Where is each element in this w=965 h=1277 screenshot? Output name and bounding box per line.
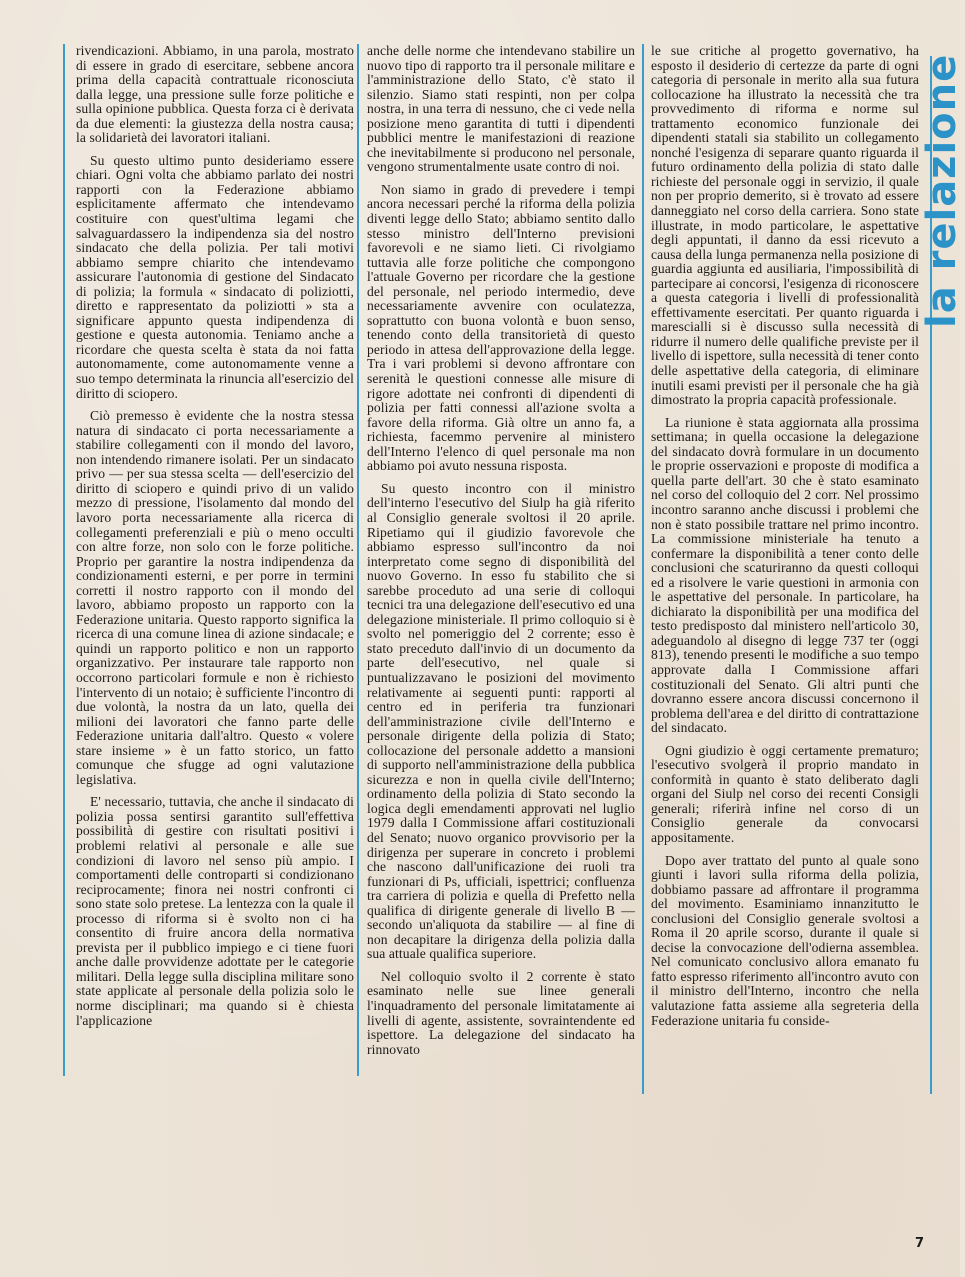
column-rule-left — [63, 44, 65, 1076]
paragraph: La riunione è stata aggiornata alla prossima settimana; in quella occasione la delegazione del sindacato dovrà formulare in un documento le proprie osservazioni e proposte di modifica a quella parte dell'art. 30 che è stato esaminato nel corso del colloquio del 2 corr. Nel prossimo incontro saranno anche discussi i problemi che non è stato possibile trattare nel primo incontro. La commissione ministeriale ha tenuto a confermare la disponibilità a tener conto delle conclusioni che scaturiranno da questi colloqui ed a risolvere le varie questioni in armonia con le aspettative del personale. In particolare, ha dichiarato la disponibilità per una modifica del testo predisposto dal ministero nell'articolo 30, adeguandolo al disegno di legge 737 ter (oggi 813), tenendo presenti le modifiche a suo tempo approvate dalla I Commissione affari costituzionali del Senato. Gli altri punti che dovranno essere ancora discussi concernono il problema dell'area e del diritto di contrattazione del sindacato. — [651, 414, 919, 736]
page-number: 7 — [915, 1236, 925, 1251]
paragraph: le sue critiche al progetto governativo, ha esposto il desiderio di certezze da parte di ogni categoria di personale in merito alla sua futura collocazione ha illustrato la necessità che tra provvedimento di riforma e norme sul trattamento economico funzionale dei dipendenti statali sia stabilito un collegamento nonché l'esigenza di separare quanto riguarda il futuro ordinamento della polizia di stato dalle richieste del personale oggi in servizio, il quale non per proprio demerito, si è trovato ad essere danneggiato nel corso della carriera. Sono state illustrate, in modo particolare, le aspettative degli appuntati, il danno da essi ricevuto a causa della lunga permanenza nella posizione di guardia aggiunta ed ausiliaria, l'impossibilità di partecipare ai concorsi, l'esigenza di riconoscere a questa categoria i livelli di professionalità effettivamente esercitati. Per quanto riguarda i marescialli si è discusso sulla necessità di ridurre il numero delle qualifiche previste per il livello di ispettore, sulla necessità di tener conto delle aspettative della categoria, di eliminare inutili esami previsti per il personale che ha già dimostrato la propria capacità professionale. — [651, 43, 919, 408]
text-column-1 — [76, 44, 354, 1036]
column-rule-1-2 — [357, 44, 359, 1076]
text-column-3 — [651, 44, 919, 1036]
paragraph: Ciò premesso è evidente che la nostra stessa natura di sindacato ci porta necessariamente a stabilire collegamenti con il mondo del lavoro, non intendendo rimanere isolati. Per un sindacato privo — per sua stessa scelta — dell'esercizio del diritto di sciopero e quindi privo di un valido mezzo di pressione, l'isolamento dal mondo del lavoro porta necessariamente alla ricerca di collegamenti preferenziali e più o meno occulti con altre forze, non solo con le forze politiche. Proprio per garantire la nostra indipendenza da condizionamenti esterni, e per porre in termini corretti il nostro rapporto con il mondo del lavoro, abbiamo proposto un rapporto con la Federazione unitaria. Questo rapporto significa la ricerca di una comune linea di azione sindacale; e quindi un rapporto politico e non un rapporto organizzativo. Per instaurare tale rapporto non occorrono particolari formule e non è richiesto l'intervento di un notaio; è sufficiente l'incontro di due volontà, la nostra da un lato, quella dei milioni dei lavoratori che fanno parte delle Federazione unitaria dall'altro. Questo « volere stare insieme » è un fatto storico, un fatto comunque che sfugge ad ogni valutazione legislativa. — [76, 408, 354, 787]
paragraph: Nel colloquio svolto il 2 corrente è stato esaminato nelle sue linee generali l'inquadramento del personale limitatamente ai livelli di agente, assistente, sovraintendente ed ispettore. La delegazione del sindacato ha rinnovato — [367, 968, 635, 1057]
paragraph: E' necessario, tuttavia, che anche il sindacato di polizia possa sentirsi garantito sull'effettiva possibilità di gestire con risultati positivi i problemi relativi al personale e alle sue condizioni di lavoro nel senso più ampio. I comportamenti delle controparti si condizionano reciprocamente; finora nei nostri confronti ci sono state solo pretese. La lentezza con la quale il processo di riforma si è svolto non ci ha consentito di fruire ancora della normativa prevista per il pubblico impiego e ci tiene fuori anche dalle provvidenze adottate per le categorie militari. Della legge sulla disciplina militare sono state applicate al personale della polizia solo le norme disciplinari; ma quando si è chiesta l'applicazione — [76, 794, 354, 1028]
section-title-vertical: la relazione — [919, 53, 965, 328]
column-rule-2-3 — [642, 44, 644, 1094]
paragraph: Su questo incontro con il ministro dell'interno l'esecutivo del Siulp ha già riferito al Consiglio generale svoltosi il 20 aprile. Ripetiamo qui il giudizio favorevole che abbiamo espresso sull'incontro da noi interpretato come segno di disponibilità del nuovo Governo. In esso fu stabilito che si sarebbe proceduto ad una serie di colloqui tecnici tra una delegazione dell'esecutivo ed una delegazione ministeriale. Il primo colloquio si è svolto nel pomeriggio del 2 corrente; esso è stato preceduto dall'invio di un documento da parte dell'esecutivo, nel quale si puntualizzavano le posizioni del movimento relativamente ai seguenti punti: rapporti al centro ed in periferia tra funzionari dell'amministrazione civile dell'Interno e personale dirigente della polizia di Stato; collocazione del personale addetto a mansioni di supporto nell'amministrazione della pubblica sicurezza e non in quella civile dell'Interno; ordinamento della polizia di Stato secondo la logica degli emendamenti approvati nel luglio 1979 dalla I Commissione affari costituzionali del Senato; nuovo organico provvisorio per la dirigenza per superare in concreto i problemi che nascono dall'unificazione dei ruoli tra funzionari di Ps, ufficiali, ispettrici; confluenza tra carriera di polizia e quella di Prefetto nella qualifica di dirigente generale di livello B — secondo un'aliquota da stabilire — al fine di non decapitare la dirigenza della polizia dalla sua attuale qualifica superiore. — [367, 480, 635, 962]
paragraph: rivendicazioni. Abbiamo, in una parola, mostrato di essere in grado di esercitare, sebbene ancora prima della capacità contrattuale riconosciuta dalla legge, una pressione sulle forze politiche e sulla opinione pubblica. Questa forza ci è derivata da due elementi: la giustezza della nostra causa; la solidarietà dei lavoratori italiani. — [76, 43, 354, 146]
paragraph: anche delle norme che intendevano stabilire un nuovo tipo di rapporto tra il personale militare e l'amministrazione dello Stato, c'è stato il silenzio. Siamo stati respinti, non per colpa nostra, in una terra di nessuno, che ci vede nella posizione meno garantita di tutti i dipendenti pubblici mentre le manifestazioni di reazione che inevitabilmente si producono nel personale, vengono strumentalmente usate contro di noi. — [367, 43, 635, 175]
paragraph: Non siamo in grado di prevedere i tempi ancora necessari perché la riforma della polizia diventi legge dello Stato; abbiamo sentito dallo stesso ministro dell'Interno previsioni favorevoli e ne siamo lieti. Ci rivolgiamo tuttavia alle forze politiche che compongono l'attuale Governo per ricordare che la gestione del personale, nel periodo intermedio, deve necessariamente avvenire con oculatezza, soprattutto con buona volontà e buon senso, tenendo conto della transitorietà di questo periodo in attesa dell'approvazione della legge. Tra i vari problemi si devono affrontare con serenità le questioni connesse alle misure di rigore adottate nei confronti di dipendenti di polizia per fatti connessi all'azione svolta a favore della riforma. Già oltre un anno fa, a richiesta, facemmo pervenire al ministero dell'Interno l'elenco di quel personale ma non abbiamo poi avuto nessuna risposta. — [367, 181, 635, 474]
paragraph: Ogni giudizio è oggi certamente prematuro; l'esecutivo svolgerà il proprio mandato in conformità in quanto è stato deliberato dagli organi del Siulp nel corso dei recenti Consigli generali; riferirà infine nel corso di un Consiglio generale da convocarsi appositamente. — [651, 742, 919, 845]
paragraph: Su questo ultimo punto desideriamo essere chiari. Ogni volta che abbiamo parlato dei nostri rapporti con la Federazione abbiamo esplicitamente affermato che intendevamo costituire con quest'ultima legami che salvaguardassero la indipendenza sia del nostro sindacato che della polizia. Per tali motivi abbiamo sempre chiarito che intendevamo assicurare l'autonomia di gestione del Sindacato di polizia; la formula « sindacato di poliziotti, diretto e rappresentato da poliziotti » sta a significare appunto questa indipendenza di gestione e questa autonomia. Teniamo anche a ricordare che questa scelta è stata da noi fatta autonomamente, come autonomamente venne a suo tempo determinata la rinuncia all'esercizio del diritto di sciopero. — [76, 152, 354, 401]
paragraph: Dopo aver trattato del punto al quale sono giunti i lavori sulla riforma della polizia, dobbiamo passare ad affrontare il programma del movimento. Esaminiamo innanzitutto le conclusioni del Consiglio generale svoltosi a Roma il 20 aprile scorso, durante il quale si decise la convocazione dell'odierna assemblea. Nel comunicato conclusivo allora emanato fu fatto espresso riferimento all'incontro avuto con il ministro dell'Interno, incontro che nella valutazione fatta assieme alla segreteria della Federazione unitaria fu conside- — [651, 852, 919, 1028]
text-column-2 — [367, 44, 635, 1065]
